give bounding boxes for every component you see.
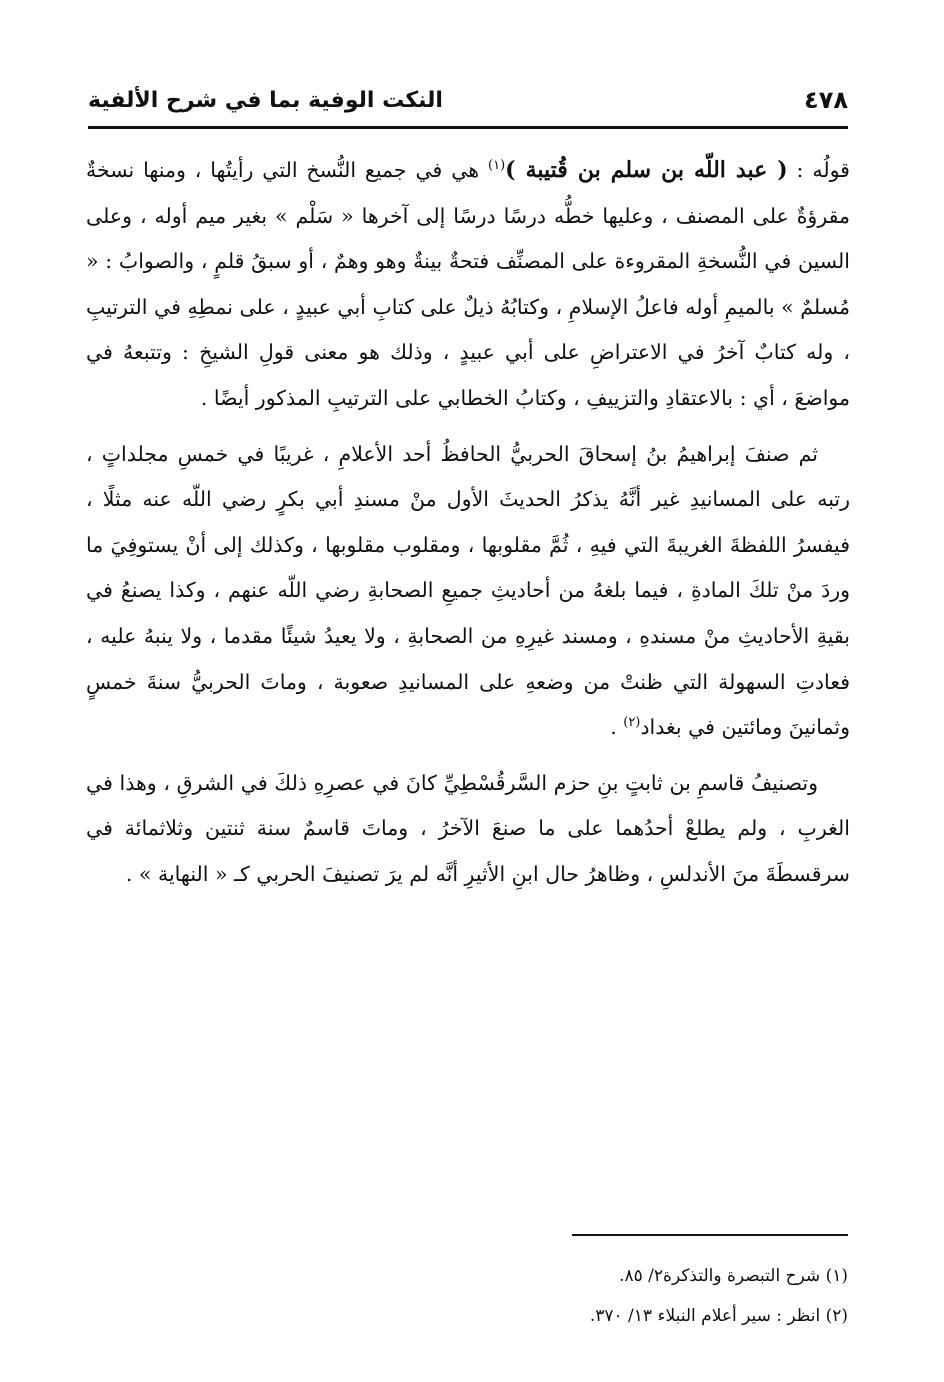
footnote-separator (572, 1234, 848, 1236)
main-text (86, 148, 850, 908)
footnotes (148, 1256, 848, 1336)
paragraph-2-text: ثم صنفَ إبراهيمُ بنُ إسحاقَ الحربيُّ الحافظُ أحد الأعلامِ ، غريبًا في خمسِ مجلداتٍ ، رتبه على المسانيدِ غير أنَّهُ يذكرُ الحديثَ الأول منْ مسندِ أبي بكرٍ رضي اللّه عنه مثلًا ، فيفسرُ اللفظةَ الغريبةَ التي فيهِ ، ثُمَّ مقلوبها ، ومقلوب مقلوبها ، وكذلك إلى أنْ يستوفِيَ ما وردَ منْ تلكَ المادةِ ، فيما بلغهُ من أحاديثِ جميعِ الصحابةِ رضي اللّه عنهم ، وكذا يصنعُ في بقيةِ الأحاديثِ منْ مسندهِ ، ومسند غيرِهِ من الصحابةِ ، ولا يعيدُ شيئًا مقدما ، ولا ينبهُ عليه ، فعادتِ السهولة التي ظنتْ من وضعهِ على المسانيدِ صعوبة ، وماتَ الحربيُّ سنةَ خمسٍ وثمانينَ ومائتين في بغداد (86, 441, 850, 740)
paragraph-2-end: . (610, 715, 624, 740)
quoted-name: ( عبد اللّه بن سلم بن قُتيبة ) (505, 157, 788, 183)
paragraph-3 (86, 761, 850, 898)
paragraph-1-text: هي في جميع النُّسخ التي رأيتُها ، ومنها نسخةٌ مقرؤةٌ على المصنف ، وعليها خطُّه درسًا درسًا إلى آخرها « سَلْم » بغير ميم أوله ، وعلى السين في النُّسخةِ المقروءة على المصنِّف فتحةٌ بينةٌ وهو وهمٌ ، أو سبقُ قلمٍ ، والصوابُ : « مُسلمٌ » بالميمِ أوله فاعلُ الإسلامِ ، وكتابُهُ ذيلٌ على كتابِ أبي عبيدٍ ، على نمطِهِ في الترتيبِ ، وله كتابٌ آخرُ في الاعتراضِ على أبي عبيدٍ ، وذلك هو معنى قولِ الشيخِ : وتتبعهُ في مواضعَ ، أي : بالاعتقادِ والتزييفِ ، وكتابُ الخطابي على الترتيبِ المذكور أيضًا . (86, 158, 850, 410)
paragraph-1 (86, 148, 850, 422)
footnote-ref-2: (٢) (623, 715, 641, 731)
running-header (88, 78, 848, 122)
paragraph-3-text: وتصنيفُ قاسمِ بن ثابتٍ بنِ حزم السَّرقُسْطِيِّ كانَ في عصرِهِ ذلكَ في الشرقِ ، وهذا في الغربِ ، ولم يطلعْ أحدُهما على ما صنعَ الآخرُ ، وماتَ قاسمٌ سنة ثنتين وثلاثمائة في سرقسطَةَ منَ الأندلسِ ، وظاهرُ حال ابنِ الأثيرِ أنَّه لم يرَ تصنيفَ الحربي كـ « النهاية » . (86, 770, 850, 886)
paragraph-1-lead: قولُه : (787, 158, 850, 182)
footnote-ref-1: (١) (488, 158, 506, 174)
footnote-2: (٢) انظر : سير أعلام النبلاء ١٣/ ٣٧٠. (589, 1306, 848, 1326)
header-rule (88, 126, 848, 129)
footnote-1: (١) شرح التبصرة والتذكرة٢/ ٨٥. (619, 1266, 848, 1286)
page-number: ٤٧٨ (804, 86, 848, 114)
running-title: النكت الوفية بما في شرح الألفية (88, 87, 443, 113)
paragraph-2 (86, 432, 850, 751)
